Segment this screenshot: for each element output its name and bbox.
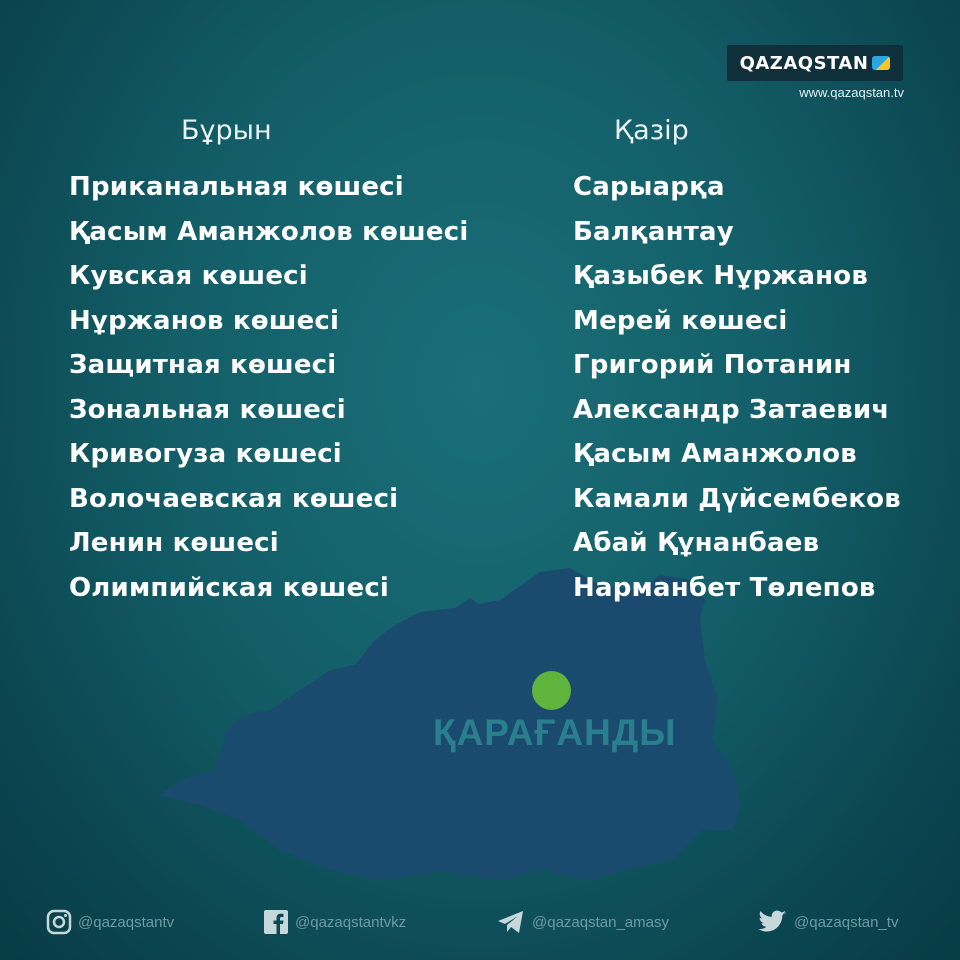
logo-text: QAZAQSTAN [739,52,869,74]
city-marker [532,671,571,710]
instagram-handle: @qazaqstantv [78,913,175,931]
old-name-item: Волочаевская көшесі [69,483,399,514]
new-name-item: Мерей көшесі [573,305,788,336]
old-name-item: Қасым Аманжолов көшесі [69,216,469,247]
before-header: Бұрын [181,115,272,146]
website-url: www.qazaqstan.tv [799,85,904,100]
old-name-item: Олимпийская көшесі [69,572,390,603]
new-names-list [573,165,901,610]
old-names-list [69,165,468,610]
twitter-handle: @qazaqstan_tv [794,913,899,931]
facebook-handle: @qazaqstantvkz [295,913,407,931]
social-twitter[interactable] [758,904,898,940]
social-footer [0,904,960,940]
twitter-icon [758,909,788,935]
new-name-item: Камали Дүйсембеков [573,483,901,514]
new-name-item: Григорий Потанин [573,350,852,380]
new-name-item: Қасым Аманжолов [573,439,857,469]
new-name-item: Балқантау [573,216,734,247]
new-name-item: Нарманбет Төлепов [573,572,876,603]
instagram-icon [46,909,72,935]
old-name-item: Кувская көшесі [69,261,308,291]
region-label: ҚАРАҒАНДЫ [433,712,677,753]
old-name-item: Нұржанов көшесі [69,305,340,336]
social-instagram[interactable] [46,904,174,940]
telegram-handle: @qazaqstan_amasy [532,913,669,931]
social-telegram[interactable] [496,904,669,940]
social-facebook[interactable] [263,904,406,940]
new-name-item: Александр Затаевич [573,394,890,425]
facebook-icon [263,909,289,935]
telegram-icon [496,909,526,935]
new-name-item: Сарыарқа [573,172,725,202]
old-name-item: Ленин көшесі [69,528,279,558]
now-header: Қазір [614,115,689,146]
new-name-item: Қазыбек Нұржанов [573,261,869,291]
brand-logo [727,45,903,81]
old-name-item: Кривогуза көшесі [69,439,342,469]
old-name-item: Приканальная көшесі [69,172,404,202]
logo-flag-icon [872,56,890,70]
old-name-item: Зональная көшесі [69,394,346,425]
old-name-item: Защитная көшесі [69,350,337,380]
new-name-item: Абай Құнанбаев [573,528,820,558]
